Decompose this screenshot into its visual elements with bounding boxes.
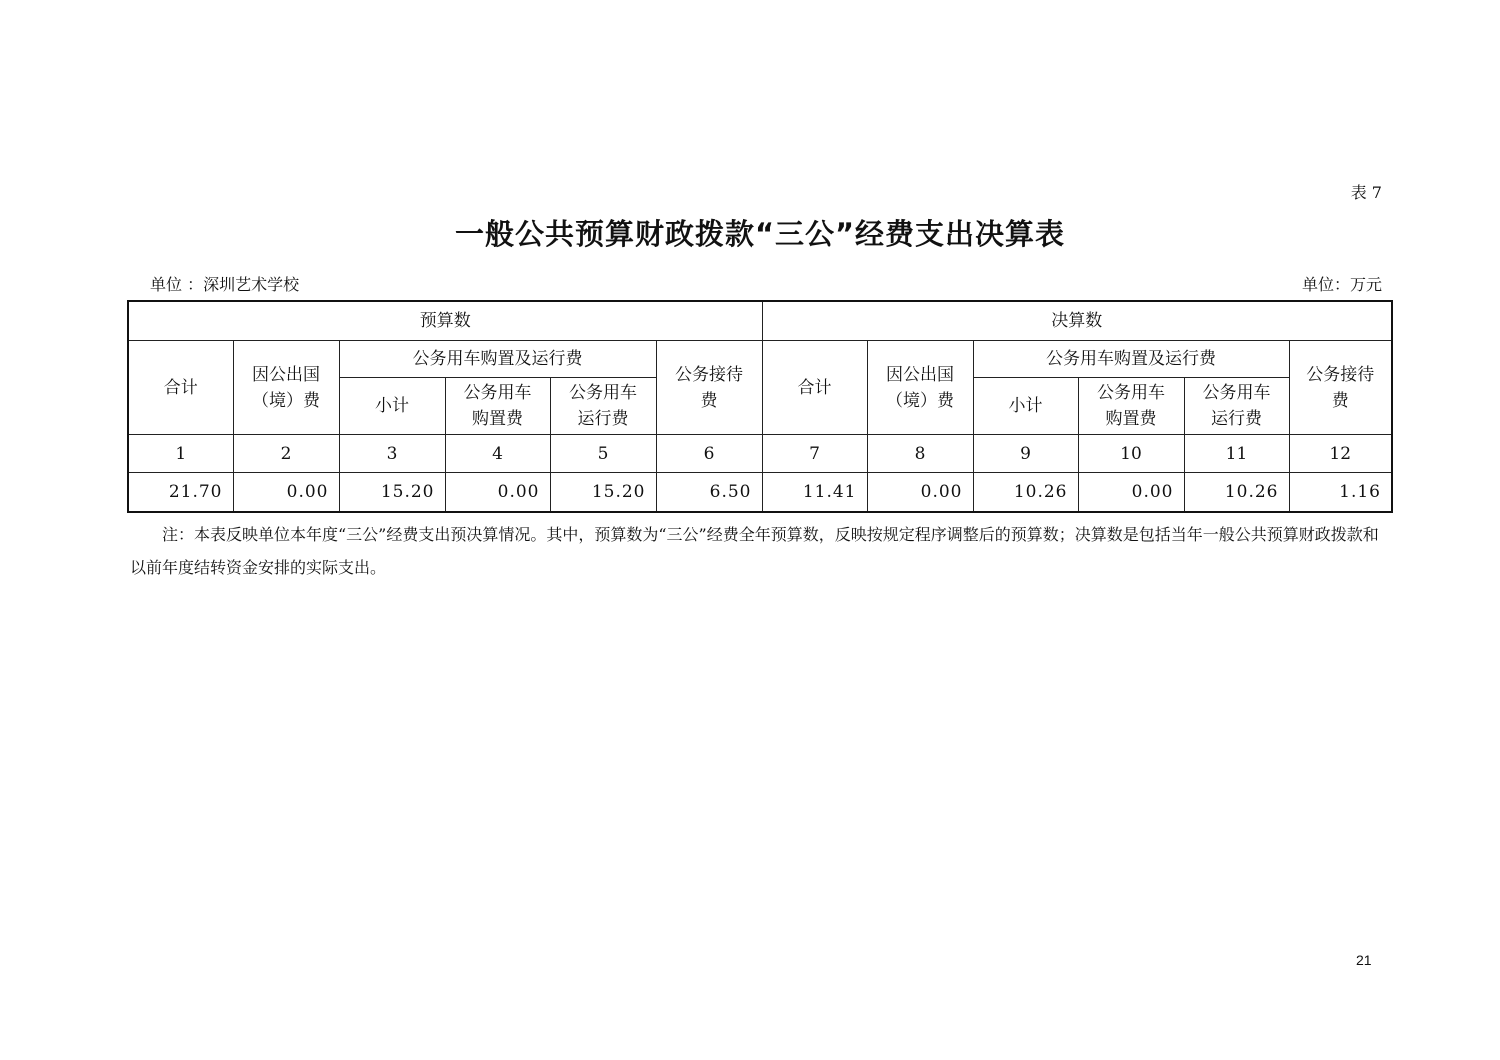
page-title: 一般公共预算财政拨款“三公”经费支出决算表 <box>454 217 1066 251</box>
value-budget-vehicle-operation: 15.20 <box>550 473 656 513</box>
value-final-abroad: 0.00 <box>867 473 973 513</box>
value-budget-vehicle-subtotal: 15.20 <box>339 473 445 513</box>
expenditure-table <box>127 300 1393 513</box>
header-final-abroad-line1: 因公出国 <box>886 364 954 385</box>
header-final-reception <box>1289 341 1392 435</box>
column-number: 6 <box>656 435 762 473</box>
header-final-operation <box>1184 378 1289 435</box>
value-budget-total: 21.70 <box>128 473 233 513</box>
header-budget-abroad <box>233 341 339 435</box>
header-budget-purchase-line2: 购置费 <box>472 409 523 429</box>
column-number: 3 <box>339 435 445 473</box>
value-budget-reception: 6.50 <box>656 473 762 513</box>
value-final-vehicle-subtotal: 10.26 <box>973 473 1078 513</box>
header-budget-abroad-line1: 因公出国 <box>252 364 320 385</box>
header-final-reception-line1: 公务接待 <box>1306 364 1375 385</box>
column-number: 12 <box>1289 435 1392 473</box>
value-budget-abroad: 0.00 <box>233 473 339 513</box>
column-number: 2 <box>233 435 339 473</box>
unit-currency: 单位：万元 <box>1301 275 1382 294</box>
header-budget-total: 合计 <box>128 341 233 435</box>
header-final-abroad-line2: （境）费 <box>886 390 954 411</box>
column-number: 4 <box>445 435 550 473</box>
column-number-row <box>128 435 1392 473</box>
column-number: 7 <box>762 435 867 473</box>
column-number: 10 <box>1078 435 1184 473</box>
column-number: 1 <box>128 435 233 473</box>
header-final-vehicle: 公务用车购置及运行费 <box>973 341 1289 378</box>
page-number: 21 <box>1356 952 1372 968</box>
header-budget-purchase-line1: 公务用车 <box>463 383 532 403</box>
unit-organization: 单位 ：深圳艺术学校 <box>150 275 300 294</box>
column-number: 9 <box>973 435 1078 473</box>
group-final: 决算数 <box>762 301 1392 341</box>
value-row <box>128 473 1392 513</box>
header-final-purchase-line1: 公务用车 <box>1097 383 1165 403</box>
table-note: 注：本表反映单位本年度“三公”经费支出预决算情况。其中，预算数为“三公”经费全年预算数，反映按规定程序调整后的预算数；决算数是包括当年一般公共预算财政拨款和以前年度结转资金安排的实际支出。 <box>130 525 1379 577</box>
header-budget-reception-line2: 费 <box>700 390 718 411</box>
header-budget-reception <box>656 341 762 435</box>
header-budget-purchase <box>445 378 550 435</box>
group-header-row <box>128 301 1392 341</box>
value-final-vehicle-purchase: 0.00 <box>1078 473 1184 513</box>
header-budget-operation <box>550 378 656 435</box>
header-final-abroad <box>867 341 973 435</box>
header-budget-abroad-line2: （境）费 <box>252 390 320 411</box>
value-final-reception: 1.16 <box>1289 473 1392 513</box>
header-budget-reception-line1: 公务接待 <box>675 364 743 385</box>
expenditure-table-container <box>127 300 1391 513</box>
header-final-total: 合计 <box>762 341 867 435</box>
header-row-1 <box>128 341 1392 378</box>
header-final-purchase <box>1078 378 1184 435</box>
column-number: 5 <box>550 435 656 473</box>
group-budget: 预算数 <box>128 301 762 341</box>
column-number: 11 <box>1184 435 1289 473</box>
header-final-operation-line1: 公务用车 <box>1202 383 1271 403</box>
value-final-total: 11.41 <box>762 473 867 513</box>
header-final-subtotal: 小计 <box>973 378 1078 435</box>
header-budget-operation-line2: 运行费 <box>577 409 629 429</box>
header-budget-subtotal: 小计 <box>339 378 445 435</box>
table-label: 表 7 <box>1350 183 1382 202</box>
header-budget-vehicle: 公务用车购置及运行费 <box>339 341 656 378</box>
header-final-operation-line2: 运行费 <box>1211 409 1262 429</box>
header-final-reception-line2: 费 <box>1331 390 1349 411</box>
header-budget-operation-line1: 公务用车 <box>569 383 637 403</box>
header-final-purchase-line2: 购置费 <box>1105 409 1157 429</box>
value-budget-vehicle-purchase: 0.00 <box>445 473 550 513</box>
column-number: 8 <box>867 435 973 473</box>
value-final-vehicle-operation: 10.26 <box>1184 473 1289 513</box>
